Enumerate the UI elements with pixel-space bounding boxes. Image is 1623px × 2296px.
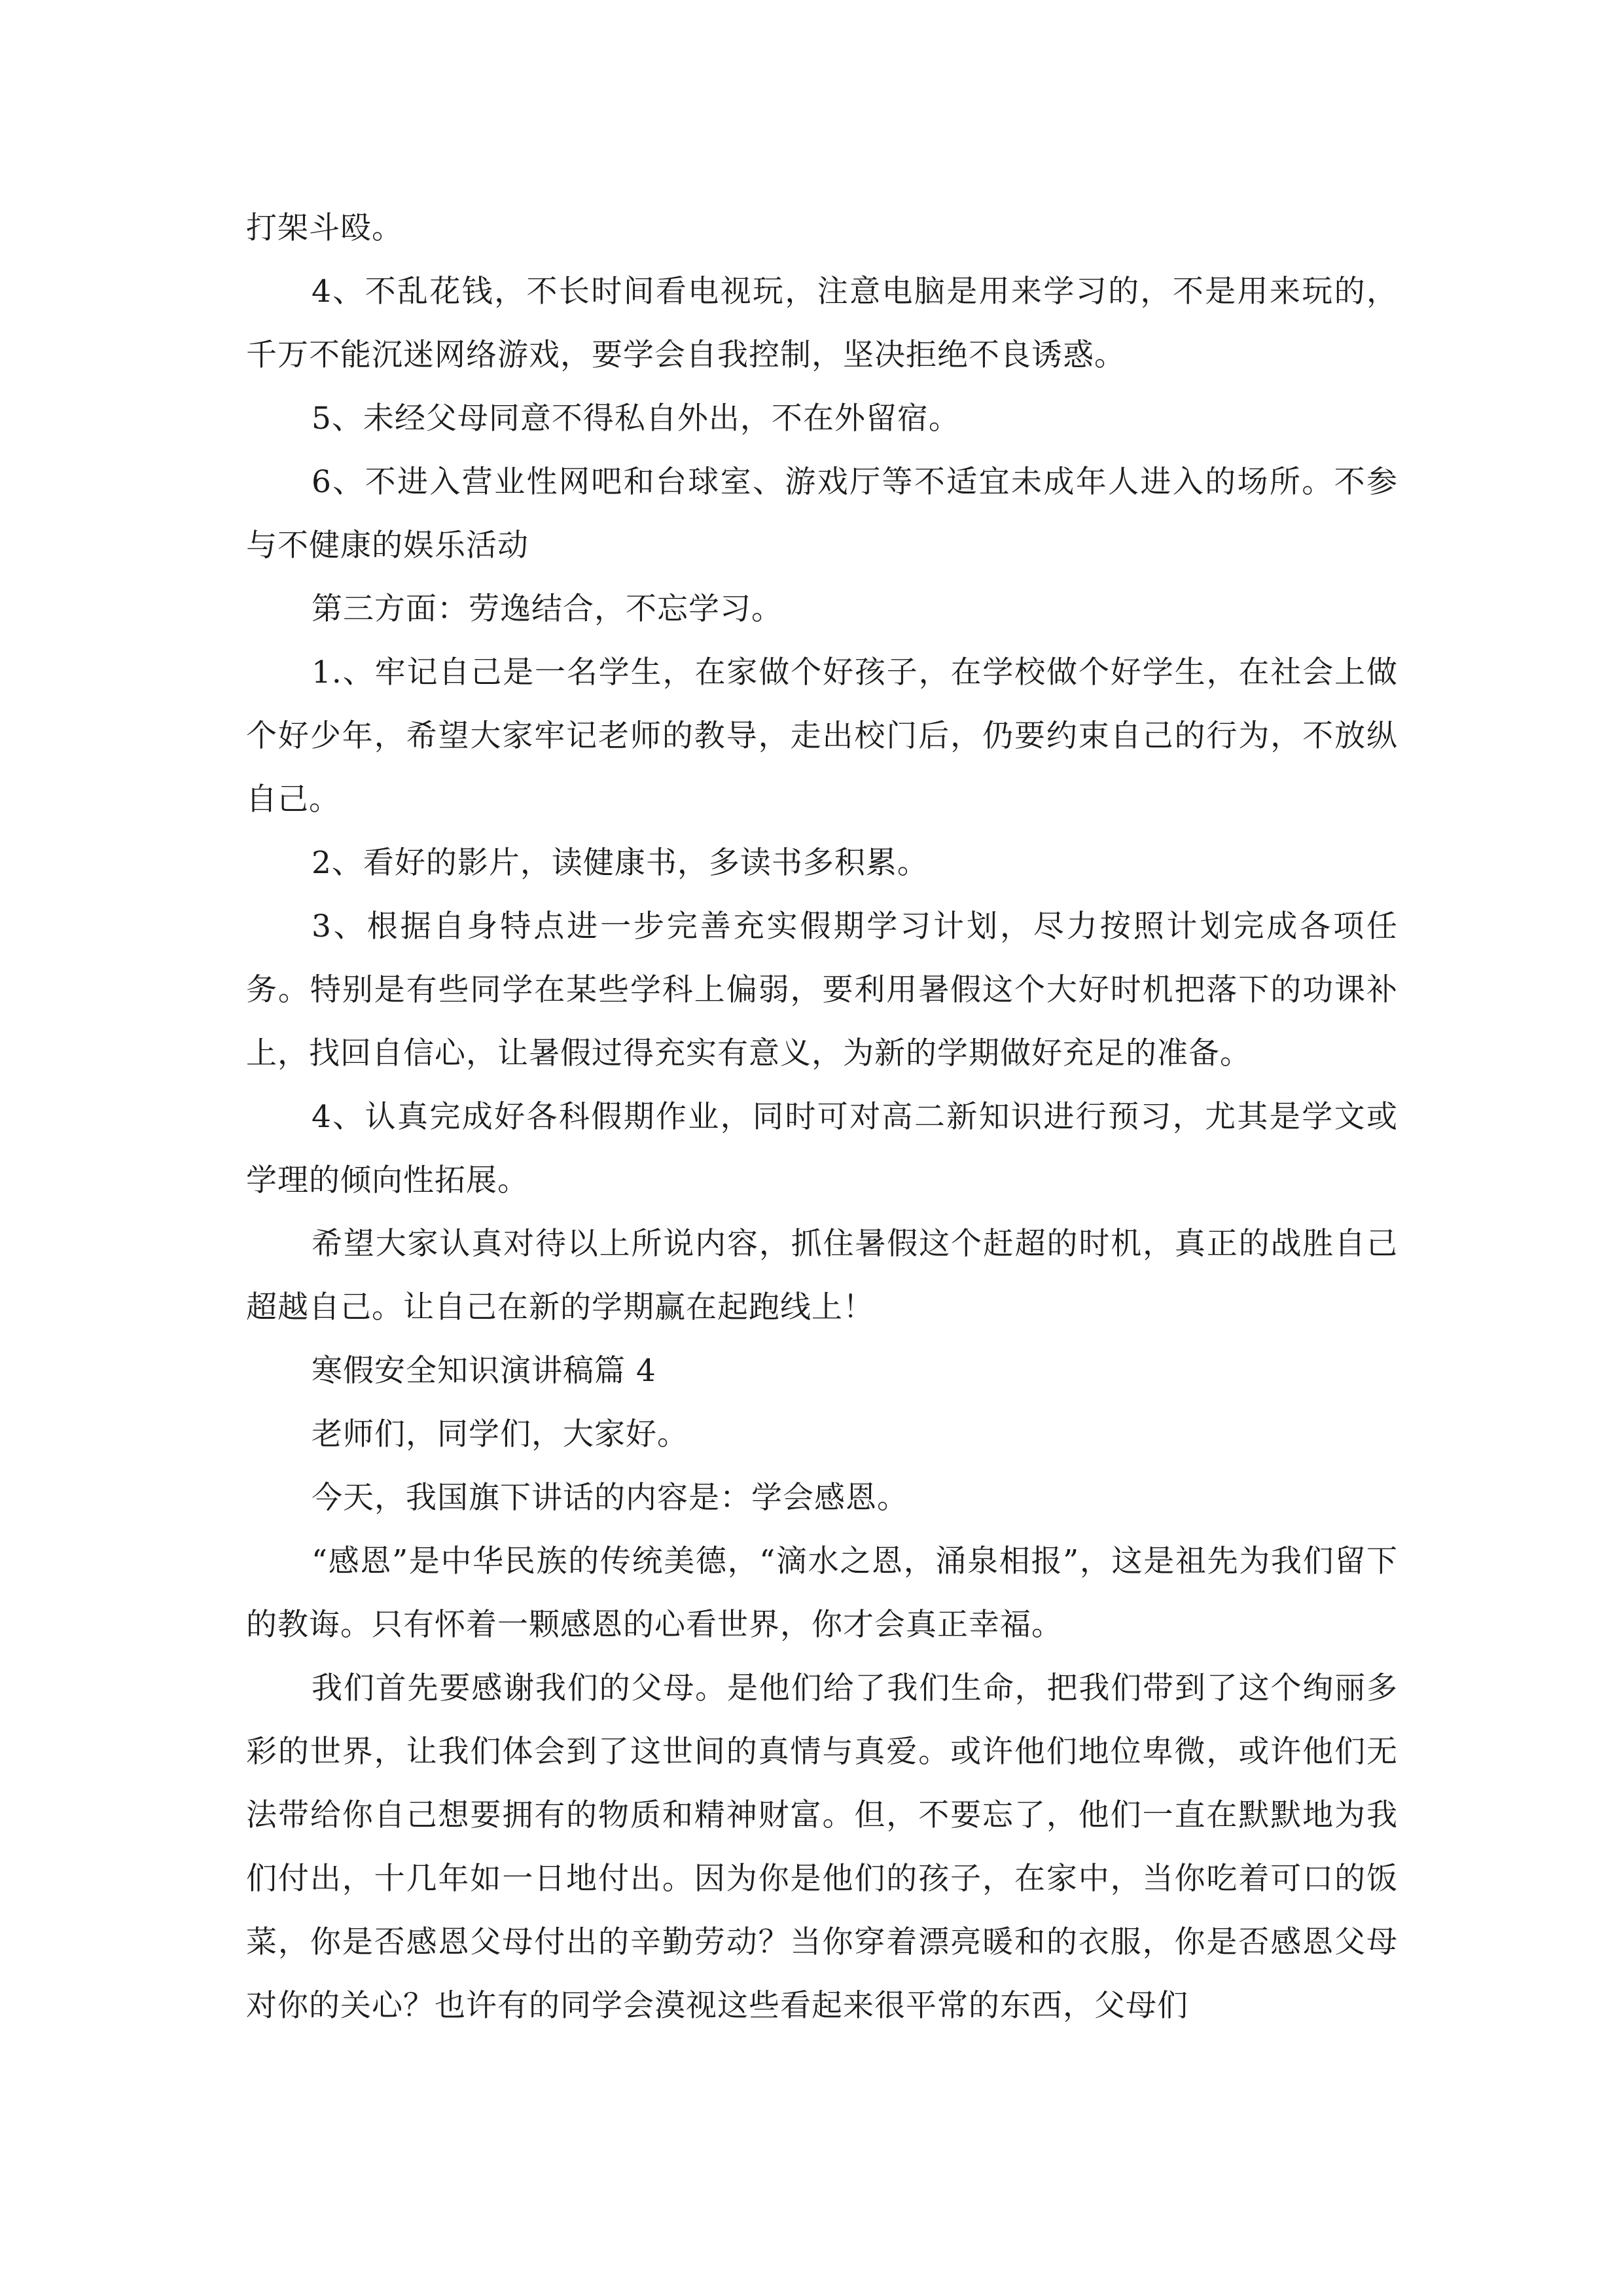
- paragraph-item-4-spending: 4、不乱花钱，不长时间看电视玩，注意电脑是用来学习的，不是用来玩的，千万不能沉迷网络游戏，要学会自我控制，坚决拒绝不良诱惑。: [246, 274, 1398, 373]
- speech-topic: 今天，我国旗下讲话的内容是：学会感恩。: [312, 1480, 908, 1516]
- paragraph-item-5-going-out: 5、未经父母同意不得私自外出，不在外留宿。: [312, 401, 960, 437]
- paragraph-item-6-venues: 6、不进入营业性网吧和台球室、游戏厅等不适宜未成年人进入的场所。不参与不健康的娱乐活动: [246, 464, 1398, 564]
- paragraph-thank-parents: 我们首先要感谢我们的父母。是他们给了我们生命，把我们带到了这个绚丽多彩的世界，让我们体会到了这世间的真情与真爱。或许他们地位卑微，或许他们无法带给你自己想要拥有的物质和精神财富。但，不要忘了，他们一直在默默地为我们付出，十几年如一日地付出。因为你是他们的孩子，在家中，当你吃着可口的饭菜，你是否感恩父母付出的辛勤劳动？当你穿着漂亮暖和的衣服，你是否感恩父母对你的关心？也许有的同学会漠视这些看起来很平常的东西，父母们: [246, 1670, 1398, 2024]
- paragraph-closing-wish: 希望大家认真对待以上所说内容，抓住暑假这个赶超的时机，真正的战胜自己超越自己。让自己在新的学期赢在起跑线上！: [246, 1226, 1398, 1325]
- paragraph-item-4-homework: 4、认真完成好各科假期作业，同时可对高二新知识进行预习，尤其是学文或学理的倾向性拓展。: [246, 1099, 1398, 1198]
- speech-greeting: 老师们，同学们，大家好。: [312, 1416, 688, 1452]
- paragraph-item-2-reading: 2、看好的影片，读健康书，多读书多积累。: [312, 845, 929, 881]
- section-heading-third-aspect: 第三方面：劳逸结合，不忘学习。: [312, 591, 783, 627]
- paragraph-item-3-study-plan: 3、根据自身特点进一步完善充实假期学习计划，尽力按照计划完成各项任务。特别是有些同学在某些学科上偏弱，要利用暑假这个大好时机把落下的功课补上，找回自信心，让暑假过得充实有意义，为新的学期做好充足的准备。: [246, 908, 1398, 1071]
- paragraph-item-1-student: 1.、牢记自己是一名学生，在家做个好孩子，在学校做个好学生，在社会上做个好少年，希望大家牢记老师的教导，走出校门后，仍要约束自己的行为，不放纵自己。: [246, 655, 1398, 817]
- paragraph-continuation: 打架斗殴。: [246, 210, 403, 246]
- speech-title: 寒假安全知识演讲稿篇 4: [312, 1353, 656, 1389]
- document-body: [246, 196, 1398, 2037]
- paragraph-gratitude-virtue: “感恩”是中华民族的传统美德，“滴水之恩，涌泉相报”，这是祖先为我们留下的教诲。只有怀着一颗感恩的心看世界，你才会真正幸福。: [246, 1543, 1398, 1643]
